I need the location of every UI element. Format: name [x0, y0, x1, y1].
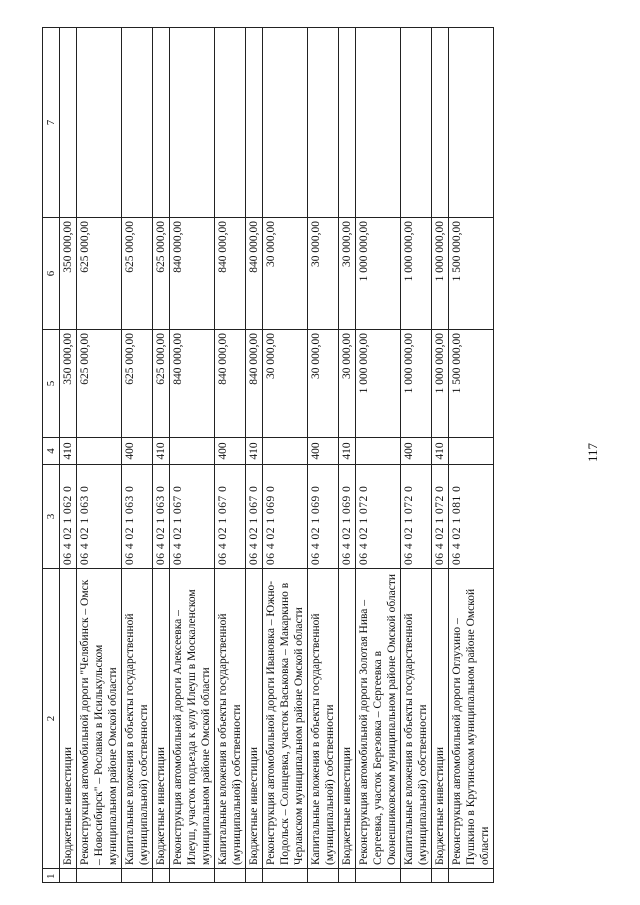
- cell-kvr: 410: [246, 438, 263, 465]
- table-row: [308, 28, 339, 883]
- cell-col-7: [215, 28, 246, 218]
- cell-code: 06 4 02 1 067 0: [170, 465, 215, 569]
- cell-col-7: [246, 28, 263, 218]
- cell-col-7: [401, 28, 432, 218]
- cell-kvr: [170, 438, 215, 465]
- cell-amount-6: 1 000 000,00: [356, 218, 401, 330]
- table-row: [246, 28, 263, 883]
- cell-col-7: [60, 28, 77, 218]
- cell-index: [153, 869, 170, 883]
- cell-index: [246, 869, 263, 883]
- cell-amount-6: 30 000,00: [308, 218, 339, 330]
- cell-amount-5: 625 000,00: [77, 330, 122, 438]
- cell-name: Бюджетные инвестиции: [339, 569, 356, 869]
- cell-name: Бюджетные инвестиции: [432, 569, 449, 869]
- cell-code: 06 4 02 1 069 0: [263, 465, 308, 569]
- table-row: [122, 28, 153, 883]
- cell-amount-5: 625 000,00: [122, 330, 153, 438]
- cell-name: Бюджетные инвестиции: [153, 569, 170, 869]
- cell-amount-5: 30 000,00: [308, 330, 339, 438]
- header-col-5: 5: [43, 330, 60, 438]
- cell-index: [263, 869, 308, 883]
- header-col-6: 6: [43, 218, 60, 330]
- cell-amount-6: 625 000,00: [122, 218, 153, 330]
- cell-code: 06 4 02 1 072 0: [401, 465, 432, 569]
- cell-index: [449, 869, 494, 883]
- cell-amount-5: 840 000,00: [246, 330, 263, 438]
- cell-name: Бюджетные инвестиции: [60, 569, 77, 869]
- cell-code: 06 4 02 1 067 0: [246, 465, 263, 569]
- cell-col-7: [153, 28, 170, 218]
- cell-col-7: [77, 28, 122, 218]
- cell-amount-5: 1 000 000,00: [356, 330, 401, 438]
- cell-index: [401, 869, 432, 883]
- cell-amount-6: 625 000,00: [77, 218, 122, 330]
- cell-code: 06 4 02 1 072 0: [356, 465, 401, 569]
- cell-kvr: 400: [122, 438, 153, 465]
- cell-name: Капитальные вложения в объекты государственной (муниципальной) собственности: [308, 569, 339, 869]
- cell-amount-5: 350 000,00: [60, 330, 77, 438]
- cell-index: [77, 869, 122, 883]
- cell-amount-6: 840 000,00: [215, 218, 246, 330]
- cell-col-7: [122, 28, 153, 218]
- cell-amount-6: 30 000,00: [263, 218, 308, 330]
- cell-kvr: 410: [432, 438, 449, 465]
- cell-amount-5: 625 000,00: [153, 330, 170, 438]
- cell-amount-6: 840 000,00: [246, 218, 263, 330]
- header-col-4: 4: [43, 438, 60, 465]
- page-number: 117: [585, 442, 600, 463]
- cell-kvr: 410: [339, 438, 356, 465]
- cell-amount-5: 1 000 000,00: [432, 330, 449, 438]
- table-row: [215, 28, 246, 883]
- cell-name: Капитальные вложения в объекты государственной (муниципальной) собственности: [122, 569, 153, 869]
- header-row: [43, 28, 60, 883]
- cell-kvr: 410: [60, 438, 77, 465]
- table-row: [170, 28, 215, 883]
- cell-amount-5: 840 000,00: [170, 330, 215, 438]
- table-body: [43, 28, 494, 883]
- cell-name: Реконструкция автомобильной дороги Золотая Нива – Сергеевка, участок Березовка – Сергеевка в Оконешниковском муниципальном районе Омской области: [356, 569, 401, 869]
- cell-name: Реконструкция автомобильной дороги Ивановка – Южно-Подольск – Солнцевка, участок Васьковка – Макаркино в Черлакском муниципальном районе Омской области: [263, 569, 308, 869]
- cell-kvr: [449, 438, 494, 465]
- cell-code: 06 4 02 1 067 0: [215, 465, 246, 569]
- cell-name: Капитальные вложения в объекты государственной (муниципальной) собственности: [215, 569, 246, 869]
- cell-col-7: [356, 28, 401, 218]
- cell-amount-6: 30 000,00: [339, 218, 356, 330]
- table-row: [153, 28, 170, 883]
- cell-col-7: [449, 28, 494, 218]
- cell-kvr: 400: [215, 438, 246, 465]
- table-row: [432, 28, 449, 883]
- cell-amount-6: 1 000 000,00: [401, 218, 432, 330]
- cell-kvr: [263, 438, 308, 465]
- cell-kvr: [356, 438, 401, 465]
- table-row: [449, 28, 494, 883]
- cell-amount-6: 1 000 000,00: [432, 218, 449, 330]
- cell-kvr: 400: [308, 438, 339, 465]
- cell-code: 06 4 02 1 069 0: [339, 465, 356, 569]
- cell-amount-5: 840 000,00: [215, 330, 246, 438]
- cell-amount-5: 30 000,00: [263, 330, 308, 438]
- cell-code: 06 4 02 1 063 0: [122, 465, 153, 569]
- header-col-2: 2: [43, 569, 60, 869]
- cell-amount-6: 350 000,00: [60, 218, 77, 330]
- cell-amount-6: 625 000,00: [153, 218, 170, 330]
- header-col-7: 7: [43, 28, 60, 218]
- cell-code: 06 4 02 1 063 0: [77, 465, 122, 569]
- cell-amount-6: 840 000,00: [170, 218, 215, 330]
- cell-index: [122, 869, 153, 883]
- cell-col-7: [263, 28, 308, 218]
- cell-index: [339, 869, 356, 883]
- table-row: [60, 28, 77, 883]
- cell-index: [432, 869, 449, 883]
- cell-name: Бюджетные инвестиции: [246, 569, 263, 869]
- cell-kvr: 410: [153, 438, 170, 465]
- cell-col-7: [170, 28, 215, 218]
- cell-name: Реконструкция автомобильной дороги Алексеевка – Илеуш, участок подъезда к аулу Илеуш в Москаленском муниципальном районе Омской области: [170, 569, 215, 869]
- cell-name: Реконструкция автомобильной дороги Оглухино – Пушкино в Крутинском муниципальном районе Омской области: [449, 569, 494, 869]
- cell-amount-5: 1 500 000,00: [449, 330, 494, 438]
- cell-code: 06 4 02 1 069 0: [308, 465, 339, 569]
- cell-index: [215, 869, 246, 883]
- cell-col-7: [432, 28, 449, 218]
- cell-amount-6: 1 500 000,00: [449, 218, 494, 330]
- table-row: [263, 28, 308, 883]
- cell-code: 06 4 02 1 072 0: [432, 465, 449, 569]
- table-row: [77, 28, 122, 883]
- cell-col-7: [308, 28, 339, 218]
- header-col-3: 3: [43, 465, 60, 569]
- cell-code: 06 4 02 1 062 0: [60, 465, 77, 569]
- cell-kvr: [77, 438, 122, 465]
- cell-code: 06 4 02 1 063 0: [153, 465, 170, 569]
- cell-kvr: 400: [401, 438, 432, 465]
- cell-name: Реконструкция автомобильной дороги "Челябинск – Омск – Новосибирск" – Рославка в Исилькульском муниципальном районе Омской области: [77, 569, 122, 869]
- table-row: [339, 28, 356, 883]
- budget-table: [42, 27, 494, 883]
- cell-index: [60, 869, 77, 883]
- cell-index: [170, 869, 215, 883]
- cell-col-7: [339, 28, 356, 218]
- table-row: [401, 28, 432, 883]
- cell-amount-5: 1 000 000,00: [401, 330, 432, 438]
- cell-name: Капитальные вложения в объекты государственной (муниципальной) собственности: [401, 569, 432, 869]
- cell-index: [356, 869, 401, 883]
- header-col-1: 1: [43, 869, 60, 883]
- cell-amount-5: 30 000,00: [339, 330, 356, 438]
- table-row: [356, 28, 401, 883]
- cell-code: 06 4 02 1 081 0: [449, 465, 494, 569]
- cell-index: [308, 869, 339, 883]
